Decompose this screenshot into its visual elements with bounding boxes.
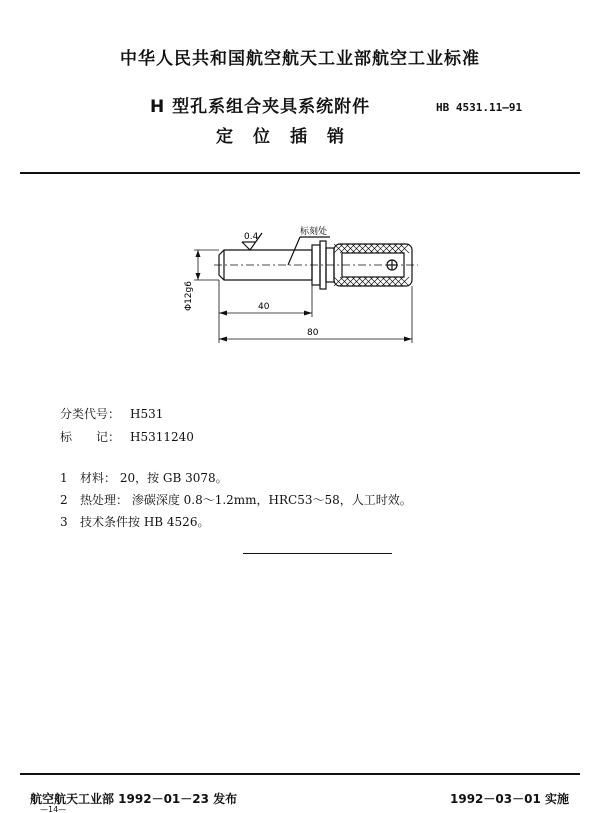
note-1: [60, 469, 228, 486]
doc-subtitle: 定位插销: [216, 127, 364, 147]
org-title: 中华人民共和国航空航天工业部航空工业标准: [120, 49, 480, 69]
dim-40-label: 40: [258, 302, 270, 312]
note-text: 材料： 20，按 GB 3078。: [80, 471, 228, 485]
note-text: 技术条件按 HB 4526。: [80, 515, 210, 529]
note-text: 热处理： 渗碳深度 0.8～1.2mm，HRC53～58，人工时效。: [80, 493, 412, 507]
note-number: 3: [60, 515, 68, 529]
classification-row: [60, 405, 163, 422]
page-mark: —14—: [40, 806, 67, 813]
standard-code: HB 4531.11—91: [436, 101, 523, 114]
end-rule: [243, 553, 392, 554]
marking-leader: [288, 237, 300, 265]
roughness-label: 0.4: [244, 232, 259, 242]
diameter-label: Φ12g6: [184, 281, 194, 311]
header-rule: [20, 172, 580, 174]
note-3: [60, 513, 209, 530]
issued-date: 航空航天工业部 1992－01－23 发布: [30, 792, 238, 806]
pin-drawing: [170, 215, 430, 355]
note-number: 2: [60, 493, 68, 507]
doc-title: H 型孔系组合夹具系统附件: [150, 97, 371, 117]
classification-label: 分类代号：: [60, 407, 121, 421]
footer-rule: [20, 773, 580, 775]
classification-value: H531: [130, 407, 164, 421]
note-number: 1: [60, 471, 68, 485]
mark-label: 标 记：: [60, 430, 121, 444]
mark-row: [60, 428, 194, 445]
marking-label: 标刻处: [300, 227, 328, 237]
mark-value: H5311240: [130, 430, 194, 444]
dim-80-label: 80: [307, 328, 319, 338]
effective-date: 1992－03－01 实施: [450, 792, 569, 806]
note-2: [60, 491, 412, 508]
